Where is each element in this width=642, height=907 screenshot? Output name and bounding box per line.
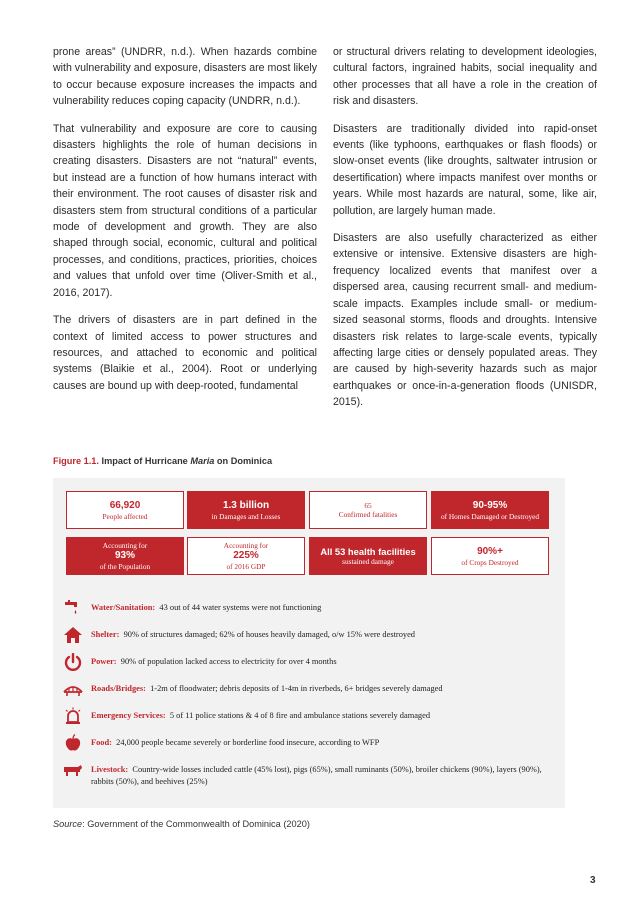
impact-text: 90% of population lacked access to electricity for over 4 months: [120, 657, 337, 666]
stat-box-damages: [187, 491, 305, 529]
figure-title-pre: Impact of Hurricane: [101, 456, 191, 466]
impact-text: Country-wide losses included cattle (45% lost), pigs (65%), small ruminants (50%), broiler chickens (90%), layers (90%), rabbits (50%), and beehives (25%): [91, 765, 542, 786]
house-icon: [63, 626, 83, 644]
stat-caption: People affected: [102, 511, 148, 521]
impact-text: 5 of 11 police stations & 4 of 8 fire and ambulance stations severely damaged: [169, 711, 431, 720]
impact-text: 43 out of 44 water systems were not functioning: [159, 603, 322, 612]
figure-label: Figure 1.1.: [53, 456, 99, 466]
siren-icon: [63, 707, 83, 725]
source-text: : Government of the Commonwealth of Dominica (2020): [82, 819, 310, 829]
stat-value: 1.3 billion: [222, 499, 270, 511]
right-text-column: [333, 44, 597, 422]
impact-text: 24,000 people became severely or borderline food insecure, according to WFP: [116, 738, 380, 747]
stat-box-crops: [431, 537, 549, 575]
figure-title-em: Maria: [190, 456, 215, 466]
stat-caption: of the Population: [99, 562, 151, 571]
stat-pre: Accounting for: [223, 541, 269, 550]
paragraph: Disasters are traditionally divided into rapid-onset events (like typhoons, earthquakes or flash floods) or slow-onset events (like droughts, saltwater intrusion or desertification) where impacts manifest over months or years. While most hazards are natural, some, like air, pollution, are largely human made.: [333, 122, 597, 217]
figure-source: [53, 819, 310, 829]
stat-value: 90%+: [477, 545, 503, 557]
stat-value: 65: [364, 501, 372, 510]
stat-caption: of Homes Damaged or Destroyed: [440, 511, 540, 521]
paragraph: That vulnerability and exposure are core to causing disasters highlights the role of human decisions in creating disasters. Disasters are not “natural” events, but instead are a function of how humans interact with their environment. The root causes of disaster risk and disasters stem from structural conditions of a particular mode of development and growth. They are also shaped through social, economic, cultural and political processes, and conditions, practices, priorities, choices and values that unfold over time (Oliver-Smith et al., 2016, 2017).: [53, 122, 317, 299]
water-tap-icon: [63, 599, 83, 617]
stat-value: 66,920: [109, 499, 141, 511]
stat-value: 93%: [114, 550, 135, 561]
impact-category: Power:: [91, 657, 117, 666]
stat-caption: of 2016 GDP: [226, 562, 266, 571]
impact-category: Emergency Services:: [91, 711, 166, 720]
stat-value: All 53 health facilities: [320, 546, 416, 557]
figure-title-post: on Dominica: [214, 456, 273, 466]
stat-caption: Confirmed fatalities: [338, 510, 398, 519]
impact-category: Food:: [91, 738, 112, 747]
impact-text: 90% of structures damaged; 62% of houses heavily damaged, o/w 15% were destroyed: [123, 630, 415, 639]
power-icon: [63, 653, 83, 671]
impact-category: Livestock:: [91, 765, 129, 774]
apple-icon: [63, 734, 83, 752]
stat-box-population: [66, 537, 184, 575]
stat-box-homes: [431, 491, 549, 529]
stat-box-gdp: [187, 537, 305, 575]
stat-value: 225%: [233, 550, 259, 561]
figure-panel: [53, 478, 565, 808]
impact-category: Roads/Bridges:: [91, 684, 146, 693]
paragraph: or structural drivers relating to development ideologies, cultural factors, ingrained habits, social inequality and other processes that all have a role in the creation of risk and disasters.: [333, 46, 597, 108]
bridge-icon: [63, 680, 83, 698]
stat-pre: Accounting for: [102, 541, 148, 550]
source-label: Source: [53, 819, 83, 829]
stat-box-health: [309, 537, 427, 575]
cow-icon: [63, 761, 83, 779]
stat-caption: of Crops Destroyed: [461, 557, 519, 567]
stat-box-fatalities: [309, 491, 427, 529]
stat-caption: sustained damage: [342, 557, 394, 566]
left-text-column: [53, 44, 317, 405]
impact-text: 1-2m of floodwater; debris deposits of 1-4m in riverbeds, 6+ bridges severely damaged: [150, 684, 443, 693]
impact-category: Water/Sanitation:: [91, 603, 156, 612]
stat-caption: in Damages and Losses: [211, 511, 281, 521]
paragraph: prone areas” (UNDRR, n.d.). When hazards combine with vulnerability and exposure, disasters are most likely to occur because exposure increases the impacts and vulnerability reduces coping capacity (UNDRR, n.d.).: [53, 46, 317, 108]
page-number: 3: [590, 875, 596, 886]
stat-value: 90-95%: [472, 499, 508, 511]
paragraph: The drivers of disasters are in part defined in the context of limited access to power structures and resources, and attached to economic and political systems (Blaikie et al., 2004). Root or underlying causes are bound up with deep-rooted, fundamental: [53, 314, 317, 392]
stat-box-people-affected: [66, 491, 184, 529]
impact-category: Shelter:: [91, 630, 120, 639]
paragraph: Disasters are also usefully characterized as either extensive or intensive. Extensive disasters are high-frequency localized events that manifest over a dispersed area, causing recurrent small- and medium-scale impacts. Examples include small- or medium-sized seasonal storms, floods and droughts. Intensive disasters risk relates to large-scale events, typically affecting large cities or densely populated areas. They are caused by high-severity hazards such as major earthquakes or once-in-a-generation floods (UNISDR, 2015).: [333, 232, 597, 409]
figure-title: [53, 456, 272, 466]
